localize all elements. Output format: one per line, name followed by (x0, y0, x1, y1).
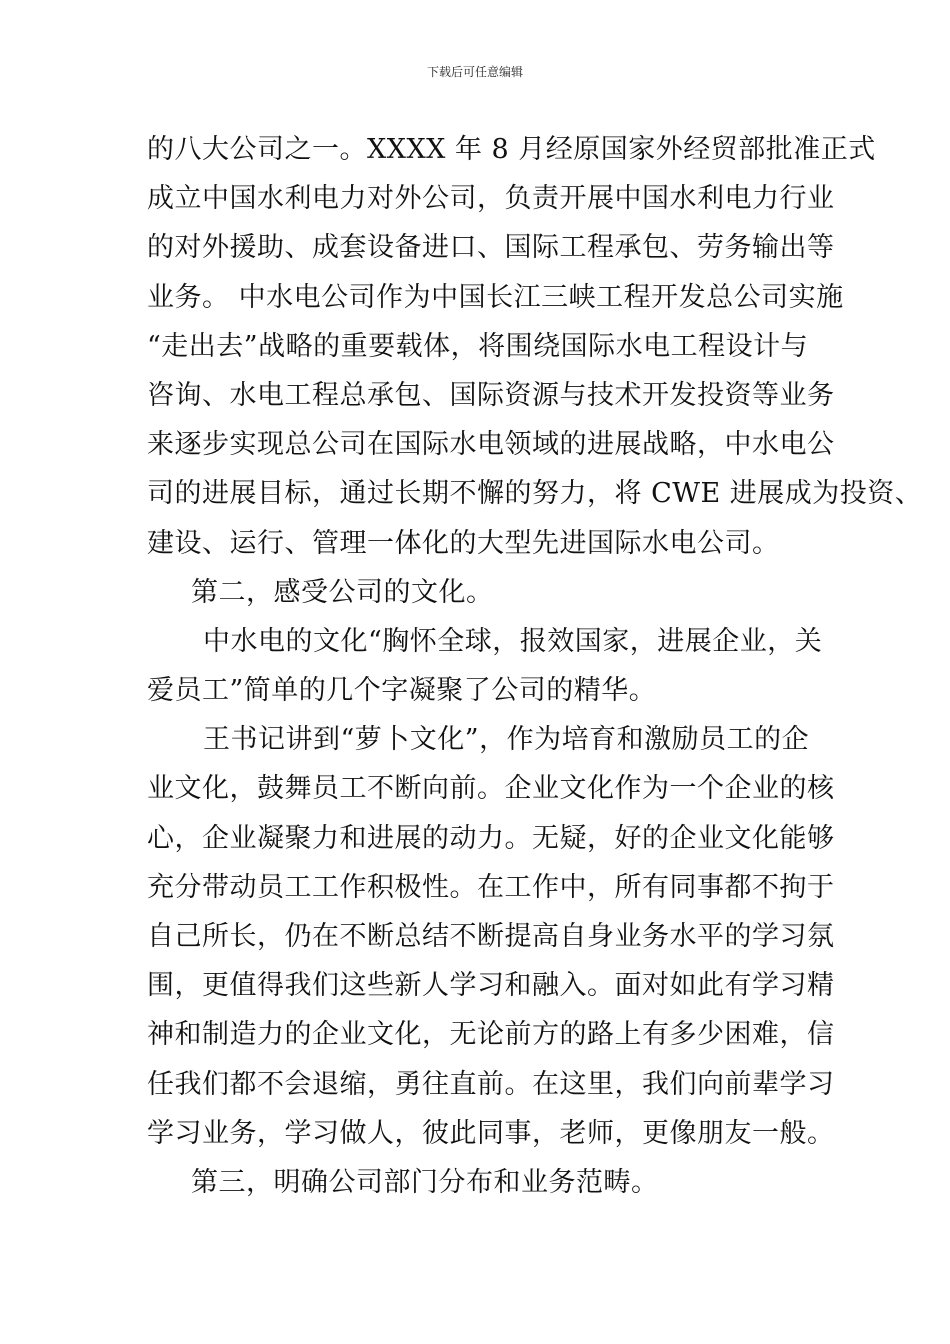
section-heading: 第三，明确公司部门分布和业务范畴。 (191, 1166, 659, 1198)
text-line: 充分带动员工工作积极性。在工作中，所有同事都不拘于 (147, 871, 835, 903)
text-line: 自己所长，仍在不断总结不断提高自身业务水平的学习氛 (147, 921, 835, 952)
text-line: 中水电的文化“胸怀全球，报效国家，进展企业，关 (203, 625, 823, 657)
text-line: “走出去”战略的重要载体，将围绕国际水电工程设计与 (147, 330, 809, 362)
paragraph-section-two (147, 568, 827, 617)
text-line: 爱员工”简单的几个字凝聚了公司的精华。 (147, 675, 657, 707)
paragraph-culture-motto (147, 617, 827, 715)
document-body (147, 125, 923, 1207)
paragraph-section-three (147, 1158, 827, 1207)
text-line: 的对外援助、成套设备进口、国际工程承包、劳务输出等 (147, 232, 835, 264)
text-line: 任我们都不会退缩，勇往直前。在这里，我们向前辈学习 (147, 1068, 835, 1100)
text-line: 围，更值得我们这些新人学习和融入。面对如此有学习精 (147, 970, 835, 1002)
paragraph-company-intro (147, 125, 923, 568)
text-line: 业文化，鼓舞员工不断向前。企业文化作为一个企业的核 (147, 773, 835, 805)
text-line: 来逐步实现总公司在国际水电领域的进展战略，中水电公 (147, 429, 835, 461)
text-line: 司的进展目标，通过长期不懈的努力，将 CWE 进展成为投资、 (147, 478, 923, 510)
text-line: 心，企业凝聚力和进展的动力。无疑，好的企业文化能够 (147, 822, 835, 854)
text-line: 神和制造力的企业文化，无论前方的路上有多少困难，信 (147, 1019, 835, 1051)
text-line: 咨询、水电工程总承包、国际资源与技术开发投资等业务 (147, 379, 835, 411)
section-heading: 第二，感受公司的文化。 (191, 576, 494, 608)
text-line: 业务。 中水电公司作为中国长江三峡工程开发总公司实施 (147, 281, 844, 313)
text-line: 的八大公司之一。XXXX 年 8 月经原国家外经贸部批准正式 (147, 134, 876, 165)
text-line: 王书记讲到“萝卜文化”，作为培育和激励员工的企 (203, 724, 810, 756)
text-line: 建设、运行、管理一体化的大型先进国际水电公司。 (147, 527, 780, 559)
text-line: 学习业务，学习做人，彼此同事，老师，更像朋友一般。 (147, 1117, 835, 1149)
paragraph-culture-detail (147, 715, 835, 1158)
page-header: 下载后可任意编辑 (426, 65, 523, 79)
text-line: 成立中国水利电力对外公司，负责开展中国水利电力行业 (147, 183, 835, 215)
